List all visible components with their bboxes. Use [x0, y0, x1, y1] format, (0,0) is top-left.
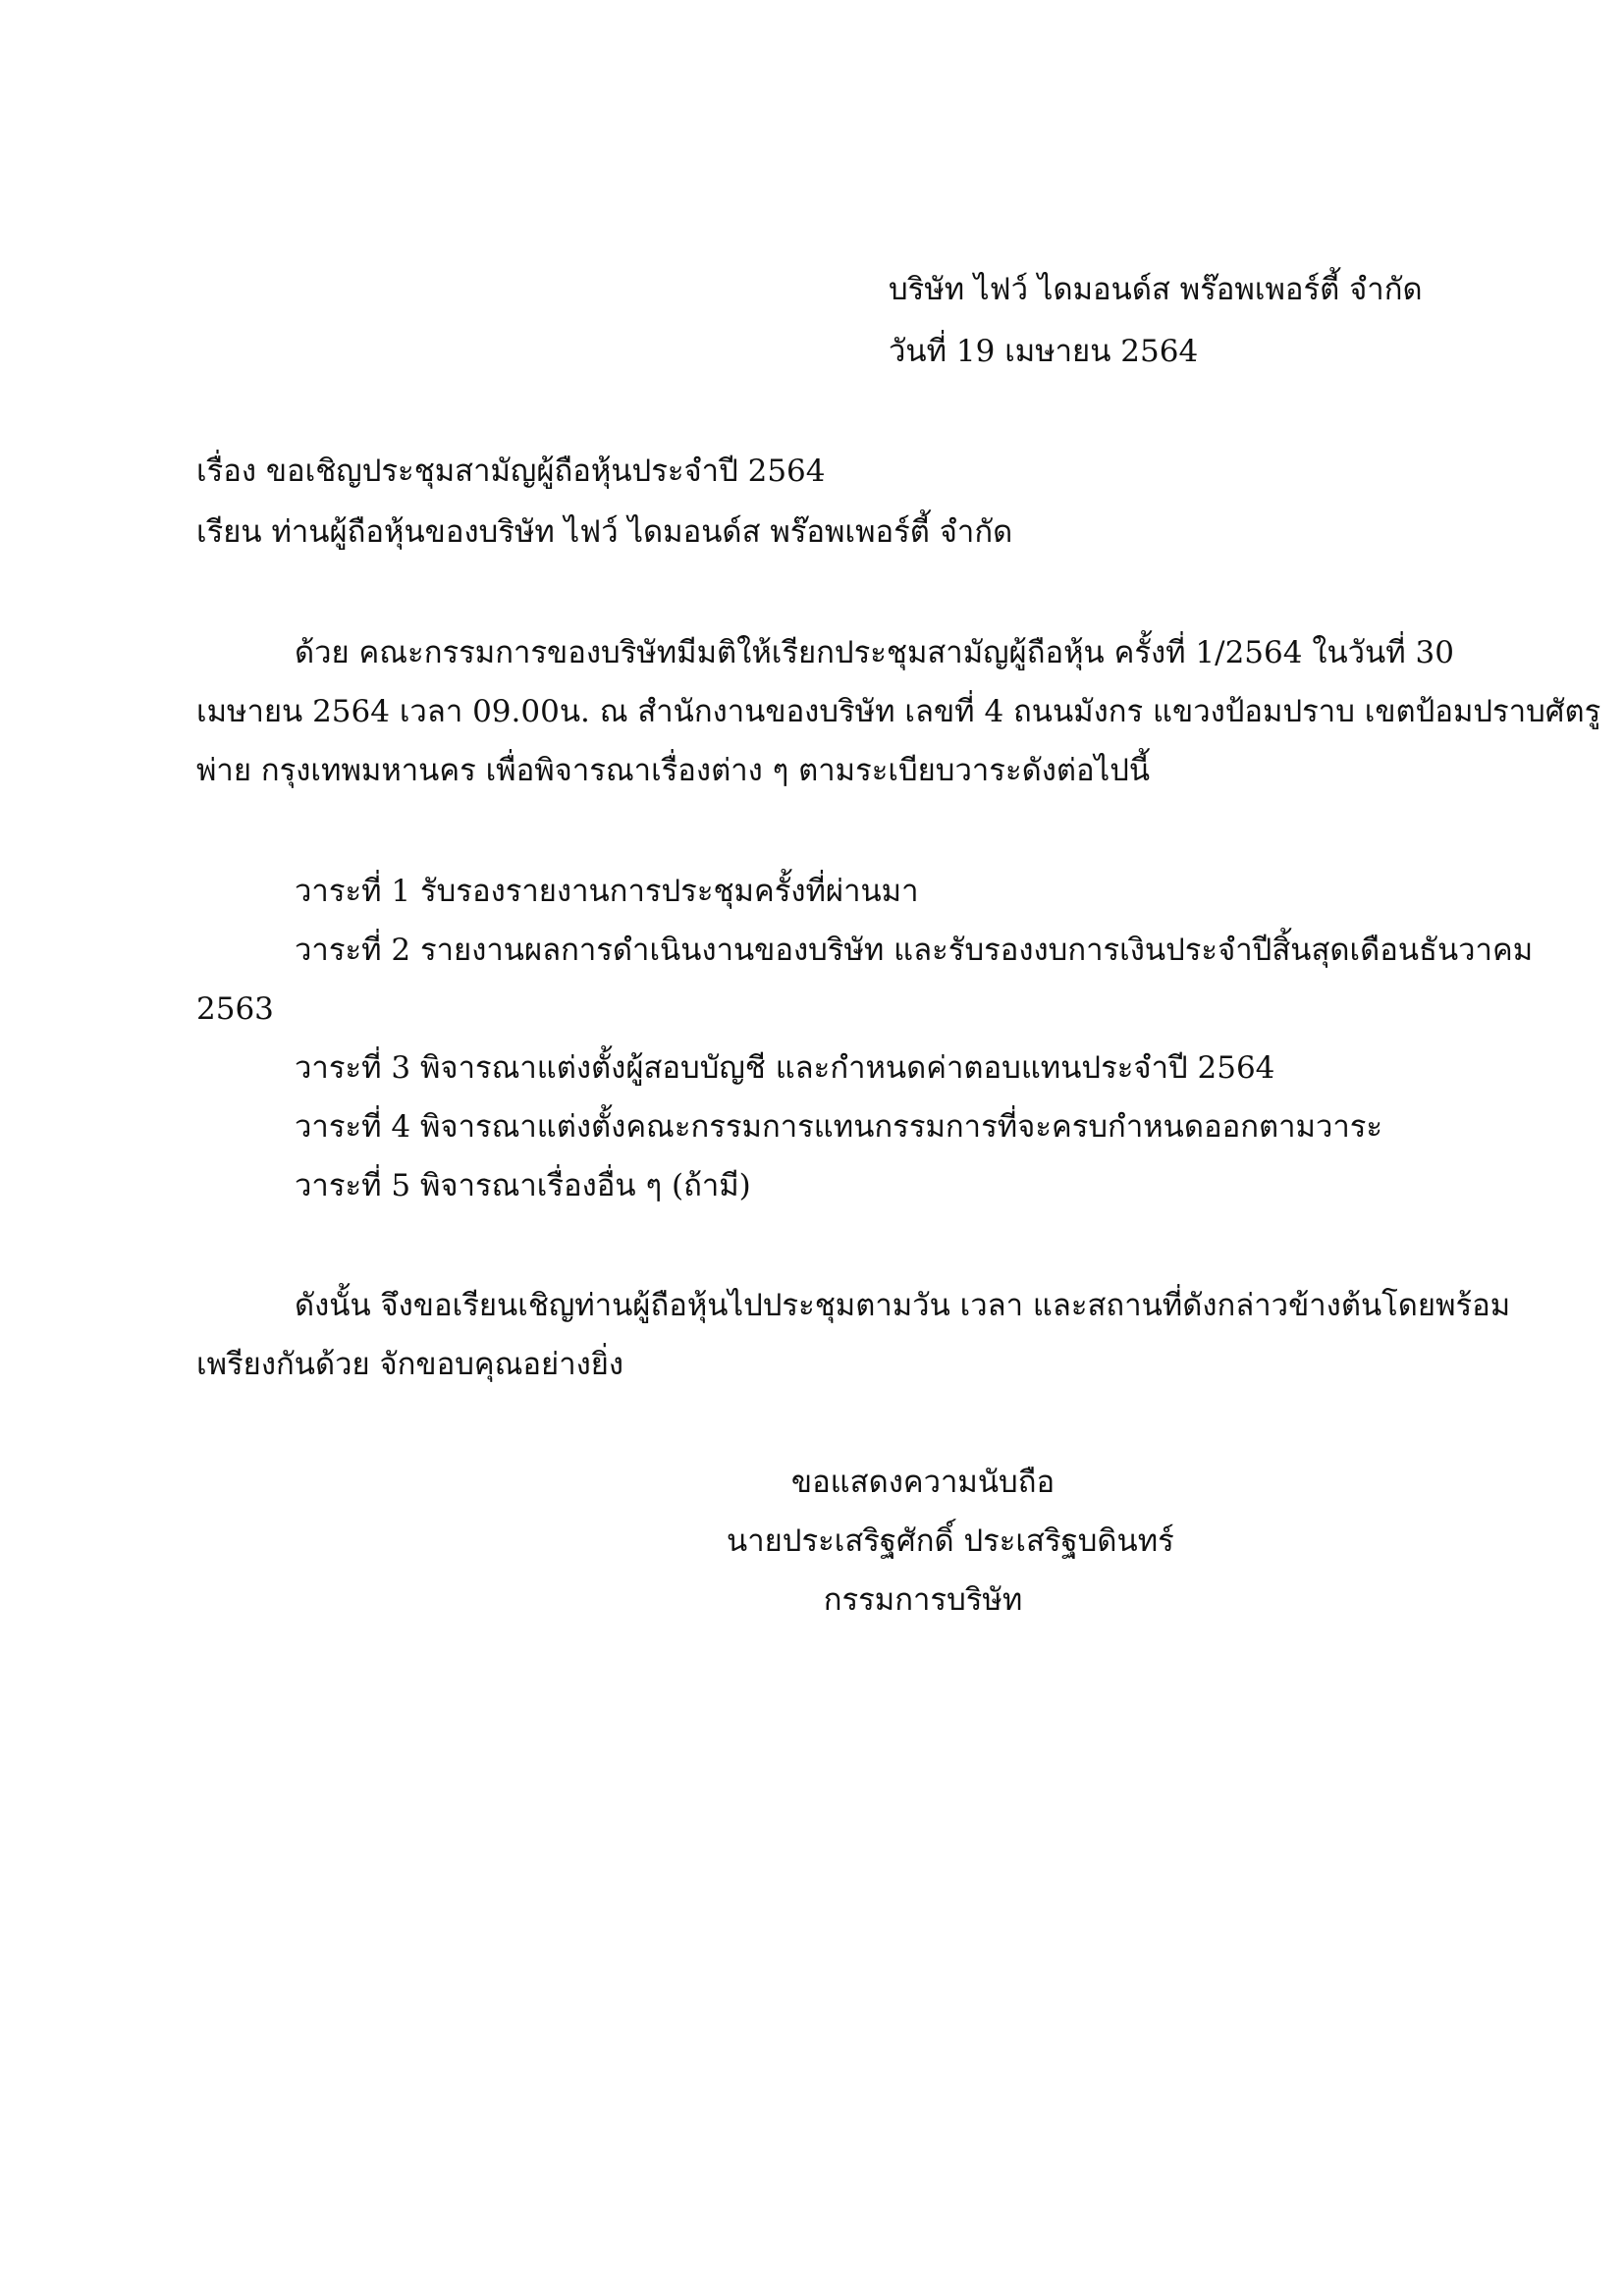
signature-salutation: ขอแสดงความนับถือ	[790, 1465, 1056, 1500]
closing-line-1: ดังนั้น จึงขอเรียนเชิญท่านผู้ถือหุ้นไปประชุมตามวัน เวลา และสถานที่ดังกล่าวข้างต้นโดยพร้อม	[295, 1288, 1511, 1323]
agenda-item-4: วาระที่ 4 พิจารณาแต่งตั้งคณะกรรมการแทนกรรมการที่จะครบกำหนดออกตามวาระ	[295, 1109, 1383, 1145]
intro-line-3: พ่าย กรุงเทพมหานคร เพื่อพิจารณาเรื่องต่าง ๆ ตามระเบียบวาระดังต่อไปนี้	[196, 753, 1151, 788]
agenda-item-3: วาระที่ 3 พิจารณาแต่งตั้งผู้สอบบัญชี และกำหนดค่าตอบแทนประจำปี 2564	[295, 1050, 1275, 1086]
letter-recipient: เรียน ท่านผู้ถือหุ้นของบริษัท ไฟว์ ไดมอนด์ส พร๊อพเพอร์ตี้ จำกัด	[196, 514, 1013, 550]
agenda-item-5: วาระที่ 5 พิจารณาเรื่องอื่น ๆ (ถ้ามี)	[295, 1168, 751, 1203]
letter-subject: เรื่อง ขอเชิญประชุมสามัญผู้ถือหุ้นประจำปี 2564	[196, 454, 826, 489]
signature-name: นายประเสริฐศักดิ์ ประเสริฐบดินทร์	[727, 1523, 1174, 1559]
intro-line-2: เมษายน 2564 เวลา 09.00น. ณ สำนักงานของบริษัท เลขที่ 4 ถนนมังกร แขวงป้อมปราบ เขตป้อมปราบศัตรู	[196, 694, 1601, 729]
closing-line-2: เพรียงกันด้วย จักขอบคุณอย่างยิ่ง	[196, 1347, 624, 1382]
intro-line-1: ด้วย คณะกรรมการของบริษัทมีมติให้เรียกประชุมสามัญผู้ถือหุ้น ครั้งที่ 1/2564 ในวันที่ 30	[295, 635, 1454, 670]
agenda-item-2-continuation: 2563	[196, 991, 274, 1027]
agenda-item-1: วาระที่ 1 รับรองรายงานการประชุมครั้งที่ผ่านมา	[295, 874, 919, 909]
agenda-item-2: วาระที่ 2 รายงานผลการดำเนินงานของบริษัท และรับรองงบการเงินประจำปีสิ้นสุดเดือนธันวาคม	[295, 933, 1534, 968]
signature-title: กรรมการบริษัท	[823, 1582, 1023, 1618]
letter-date: วันที่ 19 เมษายน 2564	[889, 334, 1199, 369]
company-name: บริษัท ไฟว์ ไดมอนด์ส พร๊อพเพอร์ตี้ จำกัด	[889, 272, 1423, 307]
